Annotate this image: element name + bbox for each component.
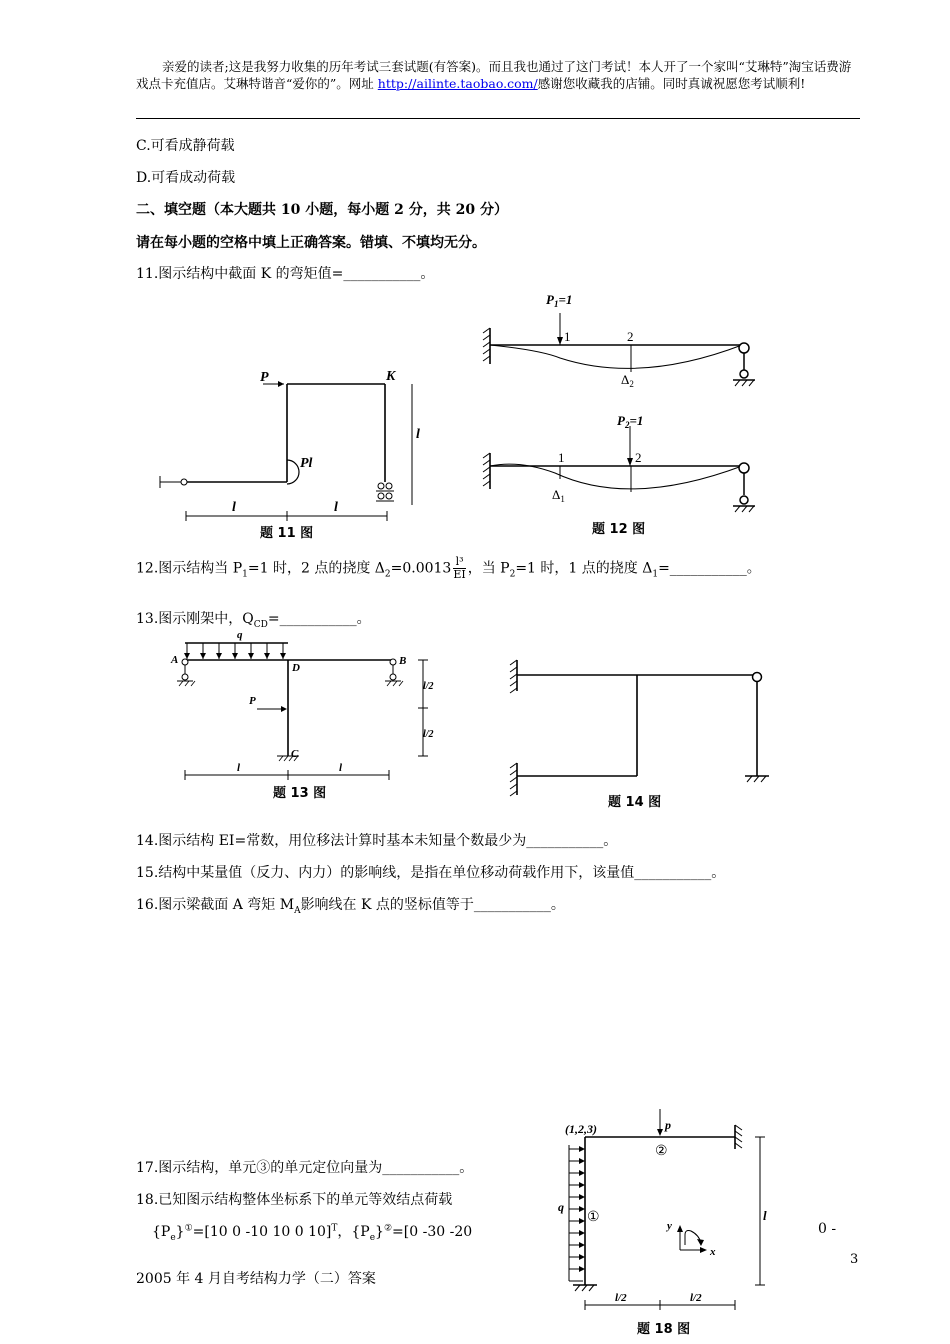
q12-fraction-num: l³ xyxy=(453,556,465,569)
fig12-caption: 题 12 图 xyxy=(592,522,646,537)
fig13-label-p: P xyxy=(249,695,256,707)
fig12-label-2-bottom: 2 xyxy=(635,450,642,465)
q18-text-e: } xyxy=(375,1224,384,1240)
fig18-label-l2-left: l/2 xyxy=(615,1292,627,1304)
fig13-label-l2-top: l/2 xyxy=(423,681,434,692)
q12-text-6: =___________。 xyxy=(658,560,761,577)
q12-text-2: =1 时，2 点的挠度 Δ xyxy=(247,560,385,577)
q18-text-a: {P xyxy=(152,1224,171,1240)
fig13-caption: 题 13 图 xyxy=(273,786,327,801)
question-16 xyxy=(136,894,565,916)
q16-text-1: 16.图示梁截面 A 弯矩 M xyxy=(136,897,295,913)
question-18-tail: 0 - xyxy=(818,1221,837,1237)
question-17: 17.图示结构，单元③的单元定位向量为___________。 xyxy=(136,1160,474,1176)
q18-sup-t: T xyxy=(331,1223,338,1234)
q18-sup-1: ① xyxy=(184,1223,193,1234)
header-note xyxy=(136,58,860,92)
svg-text:Δ1 xyxy=(552,487,565,504)
header-text-end: 感谢您收藏我的店铺。同时真诚祝愿您考试顺利! xyxy=(537,76,806,91)
option-c: C.可看成静荷载 xyxy=(136,138,235,154)
fig18-label-element-2: ② xyxy=(655,1144,668,1159)
figure-13 xyxy=(165,625,445,805)
q18-sup-2: ② xyxy=(383,1223,393,1234)
q12-text-3: =0.0013 xyxy=(390,560,452,577)
q12-sub-3: 2 xyxy=(509,569,516,580)
fig12-label-1-bottom: 1 xyxy=(558,450,565,465)
figure-11 xyxy=(150,360,420,545)
header-text: 亲爱的读者;这是我努力收集的历年考试三套试题(有答案)。而且我也通过了这门考试！本人开了一个家叫“艾琳特”淘宝话费游戏点卡充值店。艾琳特谐音“爱你的”。网址 xyxy=(136,59,852,91)
fig12-label-delta1-sub: 1 xyxy=(560,494,565,504)
fig11-label-l-right: l xyxy=(334,500,338,515)
fig12-label-p2-sub: 2 xyxy=(624,420,630,430)
question-12 xyxy=(136,556,761,581)
fig12-label-p2-eq: =1 xyxy=(629,413,644,428)
q18-text-d: ，{P xyxy=(337,1224,370,1240)
figure-14 xyxy=(500,655,790,815)
fig13-label-c: C xyxy=(291,748,299,760)
q13-sub: CD xyxy=(253,619,268,630)
fig13-label-l2-bottom: l/2 xyxy=(423,729,434,740)
q12-fraction-den: EI xyxy=(453,568,466,581)
q18-text-c: =[10 0 -10 10 0 10] xyxy=(192,1224,332,1240)
fig14-caption: 题 14 图 xyxy=(608,795,662,810)
q12-text-1: 12.图示结构当 P xyxy=(136,560,243,577)
svg-text:P1=1 xyxy=(546,292,572,309)
fig18-label-x: x xyxy=(710,1246,716,1258)
section-title: 二、填空题（本大题共 10 小题，每小题 2 分，共 20 分） xyxy=(136,202,508,218)
question-18: 18.已知图示结构整体坐标系下的单元等效结点荷载 xyxy=(136,1192,453,1208)
fig11-caption: 题 11 图 xyxy=(260,526,314,541)
fig13-label-l-left: l xyxy=(237,762,241,774)
fig18-label-p: p xyxy=(665,1118,671,1132)
question-18-loads xyxy=(152,1221,472,1243)
svg-text:Δ2 xyxy=(621,372,634,389)
q18-text-f: =[0 -30 -20 xyxy=(392,1224,473,1240)
fig12-label-delta2: Δ xyxy=(621,372,630,387)
q12-fraction xyxy=(453,556,465,581)
fig12-label-2-top: 2 xyxy=(627,329,634,344)
fig11-label-l-left: l xyxy=(232,500,236,515)
q18-text-b: } xyxy=(175,1224,185,1240)
q12-sub-1: 1 xyxy=(242,569,248,580)
section-instruction: 请在每小题的空格中填上正确答案。错填、不填均无分。 xyxy=(136,235,486,251)
figure-18 xyxy=(555,1105,785,1344)
footer-title: 2005 年 4 月自考结构力学（二）答案 xyxy=(136,1271,376,1287)
fig11-label-l-vert: l xyxy=(416,427,420,442)
fig12-label-p2: P xyxy=(617,413,625,428)
shop-link[interactable]: http://ailinte.taobao.com/ xyxy=(377,76,538,91)
fig11-label-k: K xyxy=(386,369,396,384)
fig13-label-b: B xyxy=(399,655,407,667)
fig12-label-p1-sub: 1 xyxy=(553,299,559,309)
fig18-label-q: q xyxy=(558,1200,564,1214)
fig12-label-p1: P xyxy=(546,292,554,307)
q16-sub: A xyxy=(294,905,301,916)
page-number: 3 xyxy=(850,1252,859,1267)
q16-text-2: 影响线在 K 点的竖标值等于___________。 xyxy=(300,897,565,913)
question-15: 15.结构中某量值（反力、内力）的影响线，是指在单位移动荷载作用下，该量值___________。 xyxy=(136,865,726,881)
fig11-label-pl: Pl xyxy=(300,456,313,471)
fig13-label-d: D xyxy=(292,662,300,674)
q12-text-4: ，当 P xyxy=(467,560,510,577)
q18-sub-e1: e xyxy=(170,1232,176,1243)
question-14: 14.图示结构 EI=常数，用位移法计算时基本未知量个数最少为___________。 xyxy=(136,833,618,849)
figure-12 xyxy=(480,288,780,543)
q13-text-1: 13.图示刚架中，Q xyxy=(136,611,254,627)
fig13-label-a: A xyxy=(171,654,179,666)
fig18-label-node: (1,2,3) xyxy=(565,1122,597,1136)
fig13-label-l-right: l xyxy=(339,762,343,774)
q13-text-2: =___________。 xyxy=(267,611,371,627)
fig18-caption: 题 18 图 xyxy=(637,1322,691,1337)
fig18-label-l: l xyxy=(763,1208,767,1223)
q12-text-5: =1 时，1 点的挠度 Δ xyxy=(515,560,653,577)
q12-sub-4: 1 xyxy=(652,569,659,580)
option-d: D.可看成动荷载 xyxy=(136,170,236,186)
question-11: 11.图示结构中截面 K 的弯矩值=___________。 xyxy=(136,266,435,282)
fig18-label-element-1: ① xyxy=(587,1210,600,1225)
fig13-label-q: q xyxy=(237,629,243,641)
q12-sub-2: 2 xyxy=(384,569,391,580)
fig18-label-y: y xyxy=(667,1220,672,1232)
fig12-label-delta2-sub: 2 xyxy=(629,379,634,389)
q18-sub-e2: e xyxy=(369,1232,376,1243)
fig12-label-1-top: 1 xyxy=(564,329,571,344)
fig12-label-p1-eq: =1 xyxy=(558,292,573,307)
fig18-label-l2-right: l/2 xyxy=(690,1292,702,1304)
fig12-label-delta1: Δ xyxy=(552,487,561,502)
fig11-label-p: P xyxy=(260,370,269,385)
svg-text:P2=1 xyxy=(617,413,643,430)
header-rule xyxy=(136,118,860,119)
